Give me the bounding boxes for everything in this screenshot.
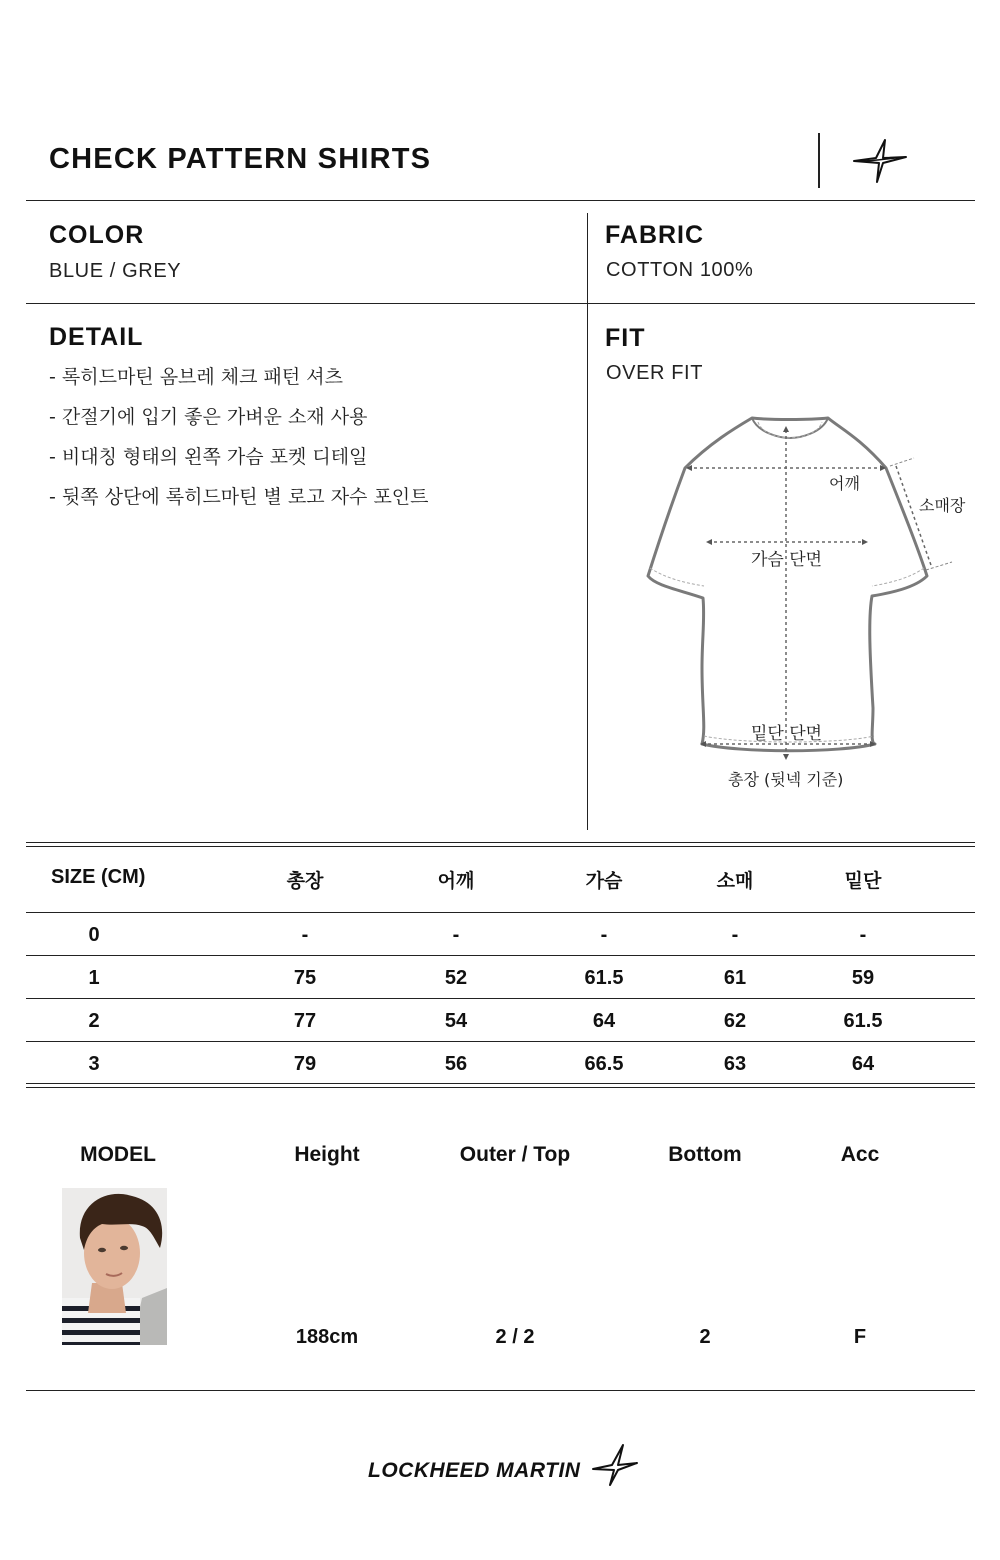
- cell-shoulder: 54: [444, 1010, 468, 1032]
- header-divider: [818, 133, 820, 188]
- cell-length: 79: [293, 1053, 317, 1075]
- detail-list: [49, 362, 429, 522]
- model-bottom-value: 2: [699, 1326, 711, 1348]
- table-top-rule: [26, 842, 975, 847]
- detail-item: - 뒷쪽 상단에 록히드마틴 별 로고 자수 포인트: [49, 486, 429, 508]
- cell-shoulder: -: [452, 924, 460, 946]
- table-row: [26, 1010, 975, 1034]
- table-row: [26, 967, 975, 991]
- fabric-label: FABRIC: [605, 221, 705, 249]
- brand-logo: [368, 1440, 648, 1490]
- header-length: 총장: [286, 870, 324, 892]
- cell-hem: 64: [851, 1053, 875, 1075]
- model-acc-label: Acc: [840, 1143, 880, 1166]
- model-height-value: 188cm: [295, 1326, 359, 1348]
- detail-item: - 간절기에 입기 좋은 가벼운 소재 사용: [49, 406, 368, 428]
- fabric-value: COTTON 100%: [606, 259, 754, 281]
- cell-chest: 61.5: [584, 967, 624, 989]
- cell-size: 0: [88, 924, 100, 946]
- table-bottom-rule: [26, 1083, 975, 1088]
- fit-value: OVER FIT: [606, 362, 704, 384]
- color-value: BLUE / GREY: [49, 260, 182, 282]
- table-row: [26, 924, 975, 948]
- detail-item: - 비대칭 형태의 왼쪽 가슴 포켓 디테일: [49, 446, 368, 468]
- cell-size: 1: [88, 967, 100, 989]
- header-shoulder: 어깨: [437, 870, 475, 892]
- table-row-rule: [26, 1041, 975, 1042]
- table-row: [26, 1053, 975, 1077]
- diagram-label-length: 총장 (뒷넥 기준): [728, 770, 844, 789]
- diagram-label-chest: 가슴 단면: [751, 550, 823, 570]
- model-outer-top-value: 2 / 2: [495, 1326, 535, 1348]
- cell-length: 77: [293, 1010, 317, 1032]
- brand-name: LOCKHEED MARTIN: [368, 1459, 581, 1482]
- divider-vertical-1: [587, 213, 588, 303]
- diagram-label-hem: 밑단 단면: [751, 724, 823, 744]
- detail-label: DETAIL: [49, 323, 144, 351]
- diagram-label-shoulder: 어깨: [829, 474, 860, 493]
- model-outer-top-label: Outer / Top: [459, 1143, 571, 1166]
- header-size: SIZE (CM): [51, 866, 146, 888]
- cell-hem: 59: [851, 967, 875, 989]
- divider-bottom: [26, 1390, 975, 1391]
- cell-size: 3: [88, 1053, 100, 1075]
- divider-section: [26, 303, 975, 304]
- table-row-rule: [26, 998, 975, 999]
- divider-vertical-2: [587, 303, 588, 830]
- header-sleeve: 소매: [716, 870, 754, 892]
- size-table-header: [26, 866, 975, 890]
- cell-sleeve: 62: [723, 1010, 747, 1032]
- table-row-rule: [26, 955, 975, 956]
- lockheed-star-icon: [850, 136, 910, 186]
- detail-item: - 록히드마틴 옴브레 체크 패턴 셔츠: [49, 366, 344, 388]
- model-acc-value: F: [853, 1326, 867, 1348]
- cell-sleeve: 63: [723, 1053, 747, 1075]
- cell-hem: -: [859, 924, 867, 946]
- cell-length: 75: [293, 967, 317, 989]
- cell-shoulder: 56: [444, 1053, 468, 1075]
- model-label: MODEL: [80, 1143, 156, 1166]
- fit-label: FIT: [605, 324, 646, 352]
- model-height-label: Height: [294, 1143, 360, 1166]
- header-chest: 가슴: [585, 870, 623, 892]
- cell-shoulder: 52: [444, 967, 468, 989]
- divider-top: [26, 200, 975, 201]
- cell-sleeve: 61: [723, 967, 747, 989]
- color-label: COLOR: [49, 221, 145, 249]
- model-bottom-label: Bottom: [668, 1143, 742, 1166]
- cell-chest: 64: [592, 1010, 616, 1032]
- model-photo: [62, 1188, 167, 1345]
- diagram-label-sleeve: 소매장: [919, 496, 966, 515]
- cell-hem: 61.5: [843, 1010, 883, 1032]
- lockheed-star-icon: [590, 1443, 640, 1487]
- cell-sleeve: -: [731, 924, 739, 946]
- cell-chest: 66.5: [584, 1053, 624, 1075]
- product-title: CHECK PATTERN SHIRTS: [49, 143, 432, 175]
- header-hem: 밑단: [844, 870, 882, 892]
- cell-size: 2: [88, 1010, 100, 1032]
- cell-chest: -: [600, 924, 608, 946]
- table-header-rule: [26, 912, 975, 913]
- cell-length: -: [301, 924, 309, 946]
